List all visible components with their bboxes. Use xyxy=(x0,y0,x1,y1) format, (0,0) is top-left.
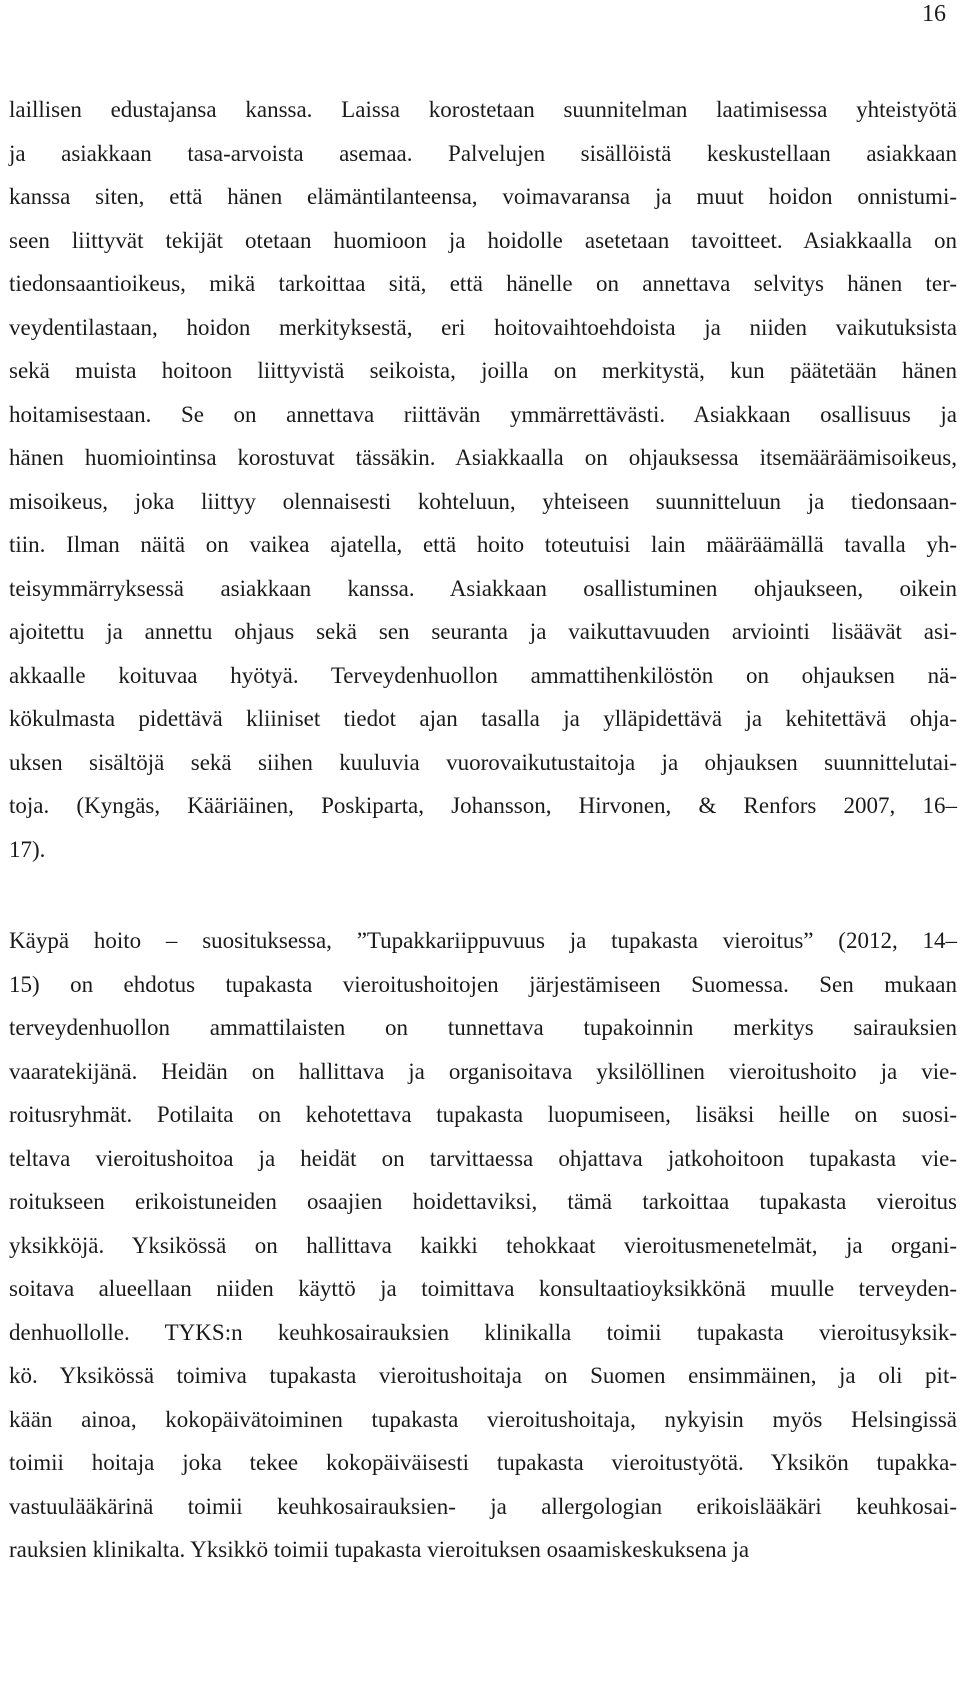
page-body xyxy=(9,88,957,1572)
paragraph-gap xyxy=(9,871,957,919)
text-line: hänen huomiointinsa korostuvat tässäkin. Asiakkaalla on ohjauksessa itsemääräämisoikeus, xyxy=(9,445,957,470)
paragraphs xyxy=(9,88,957,1572)
text-line: soitava alueellaan niiden käyttö ja toimittava konsultaatioyksikkönä muulle terveyden- xyxy=(9,1276,957,1301)
text-line: rauksien klinikalta. Yksikkö toimii tupakasta vieroituksen osaamiskeskuksena ja xyxy=(9,1537,750,1562)
text-line: vastuulääkärinä toimii keuhkosairauksien- ja allergologian erikoislääkäri keuhkosai- xyxy=(9,1493,957,1519)
paragraph-1 xyxy=(9,88,957,871)
text-line: teisymmärryksessä asiakkaan kanssa. Asiakkaan osallistuminen ohjaukseen, oikein xyxy=(9,575,957,601)
page-number: 16 xyxy=(922,1,946,27)
text-line: akkaalle koituvaa hyötyä. Terveydenhuollon ammattihenkilöstön on ohjauksen nä- xyxy=(9,662,957,688)
text-line: terveydenhuollon ammattilaisten on tunnettava tupakoinnin merkitys sairauksien xyxy=(9,1015,957,1040)
text-line: ja asiakkaan tasa-arvoista asemaa. Palvelujen sisällöistä keskustellaan asiakkaan xyxy=(9,140,957,166)
text-line: seen liittyvät tekijät otetaan huomioon ja hoidolle asetetaan tavoitteet. Asiakkaalla on xyxy=(9,227,957,253)
text-line: tiedonsaantioikeus, mikä tarkoittaa sitä, että hänelle on annettava selvitys hänen ter- xyxy=(9,271,957,296)
text-line: kanssa siten, että hänen elämäntilanteensa, voimavaransa ja muut hoidon onnistumi- xyxy=(9,184,957,209)
text-line: teltava vieroitushoitoa ja heidät on tarvittaessa ohjattava jatkohoitoon tupakasta vie- xyxy=(9,1145,957,1171)
text-line: veydentilastaan, hoidon merkityksestä, eri hoitovaihtoehdoista ja niiden vaikutuksista xyxy=(9,314,957,340)
text-line: roitusryhmät. Potilaita on kehotettava tupakasta luopumiseen, lisäksi heille on suosi- xyxy=(9,1102,957,1127)
text-line: kään ainoa, kokopäivätoiminen tupakasta vieroitushoitaja, nykyisin myös Helsingissä xyxy=(9,1406,957,1432)
text-line: toja. (Kyngäs, Kääriäinen, Poskiparta, Johansson, Hirvonen, & Renfors 2007, 16– xyxy=(9,793,957,818)
text-line: laillisen edustajansa kanssa. Laissa korostetaan suunnitelman laatimisessa yhteistyötä xyxy=(9,97,957,122)
text-line: 17). xyxy=(9,836,46,862)
text-line: ajoitettu ja annettu ohjaus sekä sen seuranta ja vaikuttavuuden arviointi lisäävät asi- xyxy=(9,619,957,644)
text-line: denhuollolle. TYKS:n keuhkosairauksien klinikalla toimii tupakasta vieroitusyksik- xyxy=(9,1319,957,1345)
text-line: uksen sisältöjä sekä siihen kuuluvia vuorovaikutustaitoja ja ohjauksen suunnittelutai- xyxy=(9,749,957,775)
paragraph-2 xyxy=(9,919,957,1572)
text-line: toimii hoitaja joka tekee kokopäiväisesti tupakasta vieroitustyötä. Yksikön tupakka- xyxy=(9,1450,957,1475)
text-line: misoikeus, joka liittyy olennaisesti kohteluun, yhteiseen suunnitteluun ja tiedonsaan- xyxy=(9,488,957,514)
text-line: tiin. Ilman näitä on vaikea ajatella, että hoito toteutuisi lain määräämällä tavalla yh- xyxy=(9,532,957,557)
text-line: kökulmasta pidettävä kliiniset tiedot ajan tasalla ja ylläpidettävä ja kehitettävä ohja- xyxy=(9,706,957,731)
text-line: sekä muista hoitoon liittyvistä seikoista, joilla on merkitystä, kun päätetään hänen xyxy=(9,358,957,383)
text-line: kö. Yksikössä toimiva tupakasta vieroitushoitaja on Suomen ensimmäinen, ja oli pit- xyxy=(9,1363,957,1388)
text-line: Käypä hoito – suosituksessa, ”Tupakkariippuvuus ja tupakasta vieroitus” (2012, 14– xyxy=(9,928,957,953)
text-line: roitukseen erikoistuneiden osaajien hoidettaviksi, tämä tarkoittaa tupakasta vieroitus xyxy=(9,1189,957,1214)
text-line: 15) on ehdotus tupakasta vieroitushoitojen järjestämiseen Suomessa. Sen mukaan xyxy=(9,971,957,997)
text-line: hoitamisestaan. Se on annettava riittävän ymmärrettävästi. Asiakkaan osallisuus ja xyxy=(9,401,957,427)
text-line: vaaratekijänä. Heidän on hallittava ja organisoitava yksilöllinen vieroitushoito ja vie- xyxy=(9,1058,957,1084)
text-line: yksikköjä. Yksikössä on hallittava kaikki tehokkaat vieroitusmenetelmät, ja organi- xyxy=(9,1232,957,1258)
